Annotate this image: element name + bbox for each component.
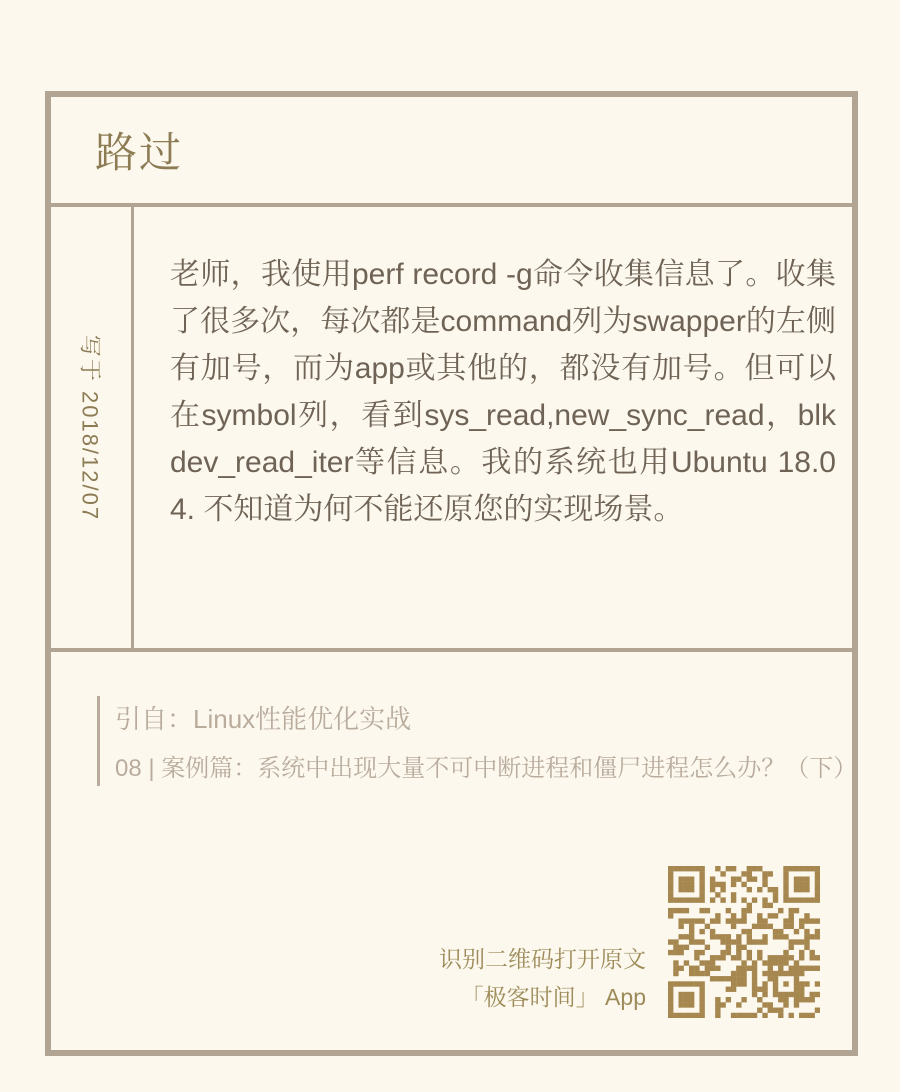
commenter-name: 路过 [95,129,184,176]
citation-source: 引自：Linux性能优化实战 [115,704,412,734]
qr-instruction-line2: 「极客时间」 App [460,984,646,1010]
qr-instruction-line1: 识别二维码打开原文 [439,946,646,972]
comment-body-row [51,207,852,648]
citation-bar [97,696,100,786]
citation-lines [115,694,857,794]
date-column [51,207,131,648]
card-footer [51,866,852,1050]
comment-card [45,91,858,1056]
qr-instruction [439,940,646,1018]
comment-text: 老师，我使用perf record -g命令收集信息了。收集了很多次，每次都是command列为swapper的左侧有加号，而为app或其他的，都没有加号。但可以在symbol列，看到sys_read,new_sync_read，blkdev_read_iter等信息。我的系统也用Ubuntu 18.04. 不知道为何不能还原您的实现场景。 [170,258,836,526]
card-header [51,97,852,203]
citation-block [51,652,858,866]
citation-article: 08 | 案例篇：系统中出现大量不可中断进程和僵尸进程怎么办？（下） [115,755,858,782]
written-date: 写于 2018/12/07 [77,334,103,521]
qr-code [668,866,820,1018]
